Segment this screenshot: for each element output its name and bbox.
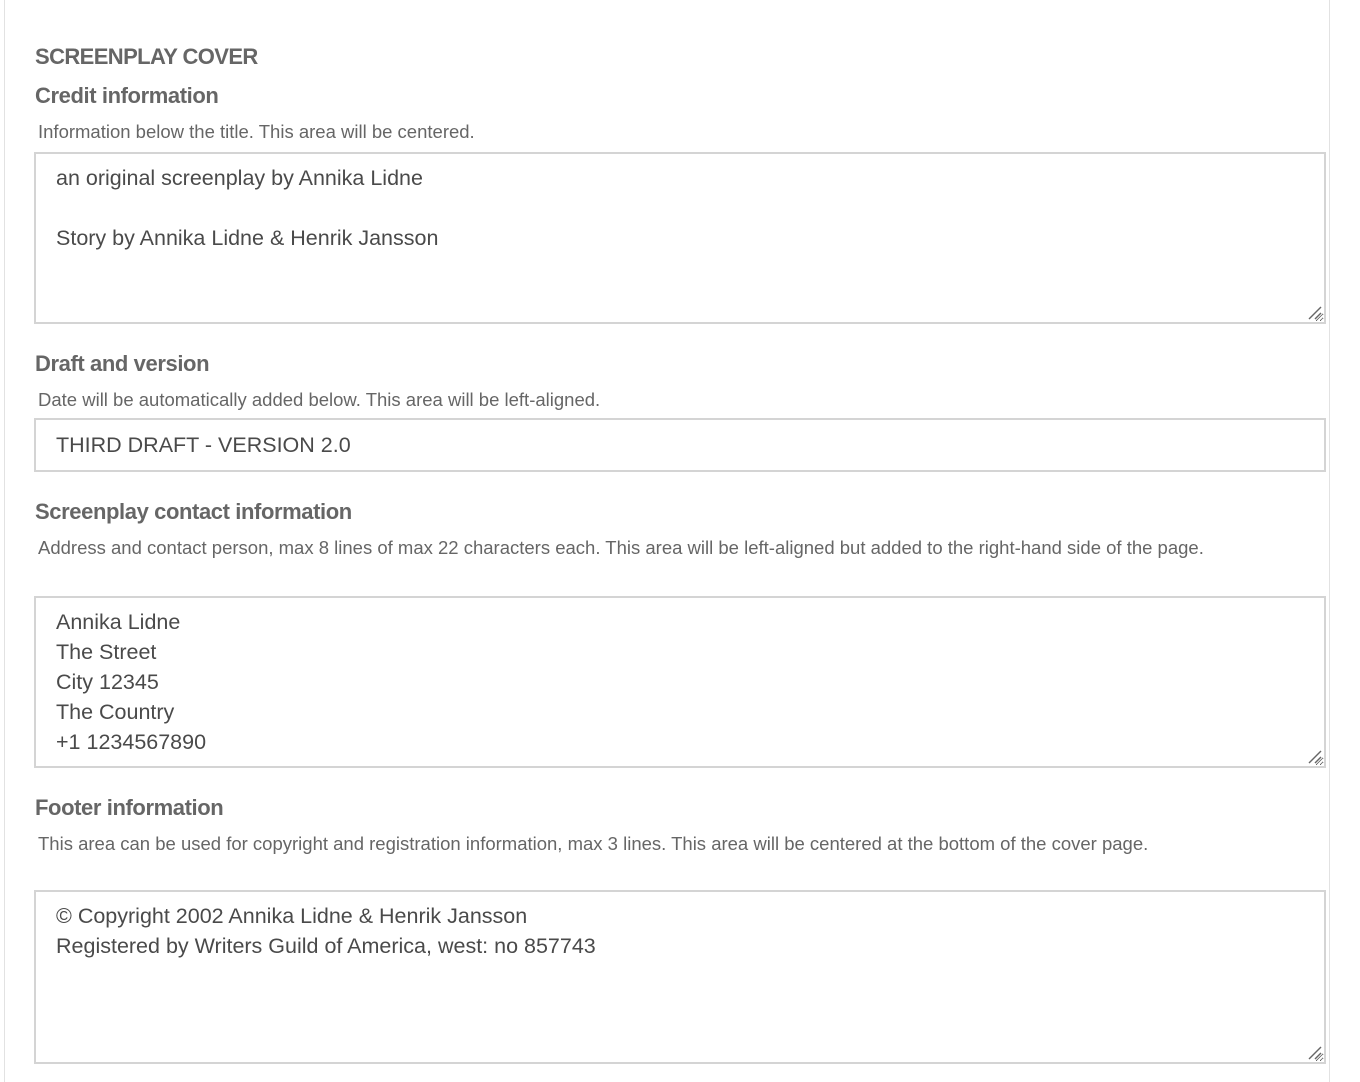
footer-label: Footer information — [35, 795, 224, 820]
draft-hint: Date will be automatically added below. This area will be left-aligned. — [38, 389, 601, 410]
credit-label: Credit information — [35, 83, 219, 108]
resize-grip-icon[interactable] — [1306, 748, 1322, 764]
footer-textarea[interactable] — [34, 890, 1326, 1064]
contact-field-wrapper — [34, 596, 1326, 768]
contact-hint: Address and contact person, max 8 lines of max 22 characters each. This area will be left-aligned but added to the right-hand side of the page. — [38, 537, 1204, 558]
contact-textarea[interactable] — [34, 596, 1326, 768]
credit-field-wrapper — [34, 152, 1326, 324]
contact-label: Screenplay contact information — [35, 499, 352, 524]
credit-textarea[interactable] — [34, 152, 1326, 324]
section-title: SCREENPLAY COVER — [35, 44, 258, 69]
credit-hint: Information below the title. This area will be centered. — [38, 121, 475, 142]
draft-label: Draft and version — [35, 351, 210, 376]
footer-field-wrapper — [34, 890, 1326, 1064]
resize-grip-icon[interactable] — [1306, 304, 1322, 320]
footer-hint: This area can be used for copyright and registration information, max 3 lines. This area will be centered at the bottom of the cover page. — [38, 833, 1149, 854]
resize-grip-icon[interactable] — [1306, 1044, 1322, 1060]
draft-version-input[interactable] — [34, 418, 1326, 472]
